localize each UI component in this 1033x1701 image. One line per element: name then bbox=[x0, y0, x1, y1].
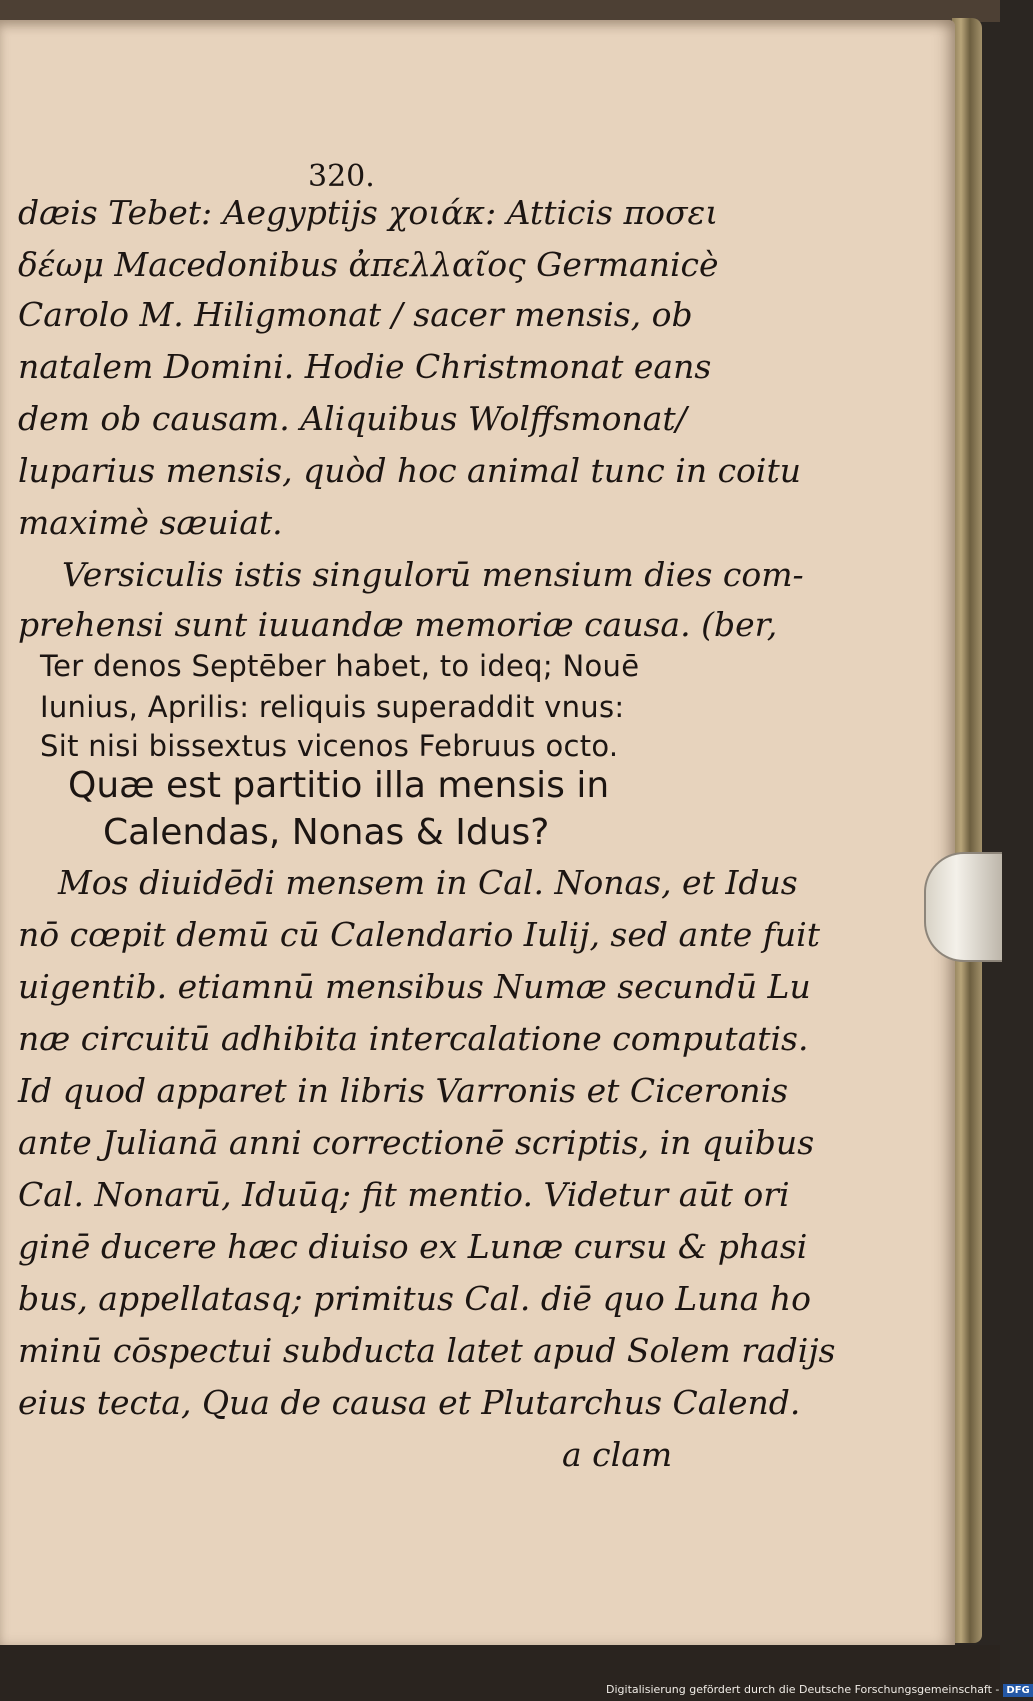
digitization-credit bbox=[606, 1683, 1030, 1699]
text-line: maximè sæuiat. bbox=[18, 503, 283, 542]
text-line: dem ob causam. Aliquibus Wolffsmonat/ bbox=[18, 399, 687, 438]
catchword: a clam bbox=[562, 1435, 673, 1474]
body-line: ante Julianā anni correctionē scriptis, in quibus bbox=[18, 1123, 815, 1162]
body-line: Id quod apparet in libris Varronis et Ciceronis bbox=[18, 1071, 789, 1110]
page-number: 320. bbox=[308, 159, 375, 194]
text-line: δέωμ Macedonibus ἀπελλαῖος Germanicè bbox=[18, 245, 719, 284]
dfg-logo: DFG bbox=[1003, 1684, 1032, 1697]
body-line: Mos diuidēdi mensem in Cal. Nonas, et Idus bbox=[58, 863, 798, 902]
text-line: luparius mensis, quòd hoc animal tunc in coitu bbox=[18, 451, 801, 490]
body-line: uigentib. etiamnū mensibus Numæ secundū Lu bbox=[18, 967, 811, 1006]
section-heading: Quæ est partitio illa mensis in bbox=[68, 765, 610, 806]
body-line: nō cœpit demū cū Calendario Iulij, sed ante fuit bbox=[18, 915, 820, 954]
credit-text: Digitalisierung gefördert durch die Deutsche Forschungsgemeinschaft - bbox=[606, 1683, 1000, 1696]
body-line: bus, appellatasq; primitus Cal. diē quo Luna ho bbox=[18, 1279, 811, 1318]
body-line: minū cōspectui subducta latet apud Solem radijs bbox=[18, 1331, 836, 1370]
body-line: eius tecta, Qua de causa et Plutarchus Calend. bbox=[18, 1383, 801, 1422]
body-line: Cal. Nonarū, Iduūq; fit mentio. Videtur aūt ori bbox=[18, 1175, 790, 1214]
section-heading: Calendas, Nonas & Idus? bbox=[103, 812, 550, 853]
text-line: Versiculis istis singulorū mensium dies com- bbox=[62, 555, 804, 594]
verse-line: Iunius, Aprilis: reliquis superaddit vnus: bbox=[40, 690, 625, 724]
verse-line: Ter denos Septēber habet, to ideq; Nouē bbox=[40, 649, 640, 683]
text-line: natalem Domini. Hodie Christmonat eans bbox=[18, 347, 712, 386]
text-line: Carolo M. Hiligmonat / sacer mensis, ob bbox=[18, 295, 693, 334]
body-line: ginē ducere hæc diuiso ex Lunæ cursu & phasi bbox=[18, 1227, 808, 1266]
verse-line: Sit nisi bissextus vicenos Februus octo. bbox=[40, 729, 619, 763]
body-line: næ circuitū adhibita intercalatione computatis. bbox=[18, 1019, 809, 1058]
text-line: dæis Tebet: Aegyptijs χοιάκ: Atticis ποσει bbox=[18, 193, 719, 232]
text-line: prehensi sunt iuuandæ memoriæ causa. (ber, bbox=[18, 605, 778, 644]
